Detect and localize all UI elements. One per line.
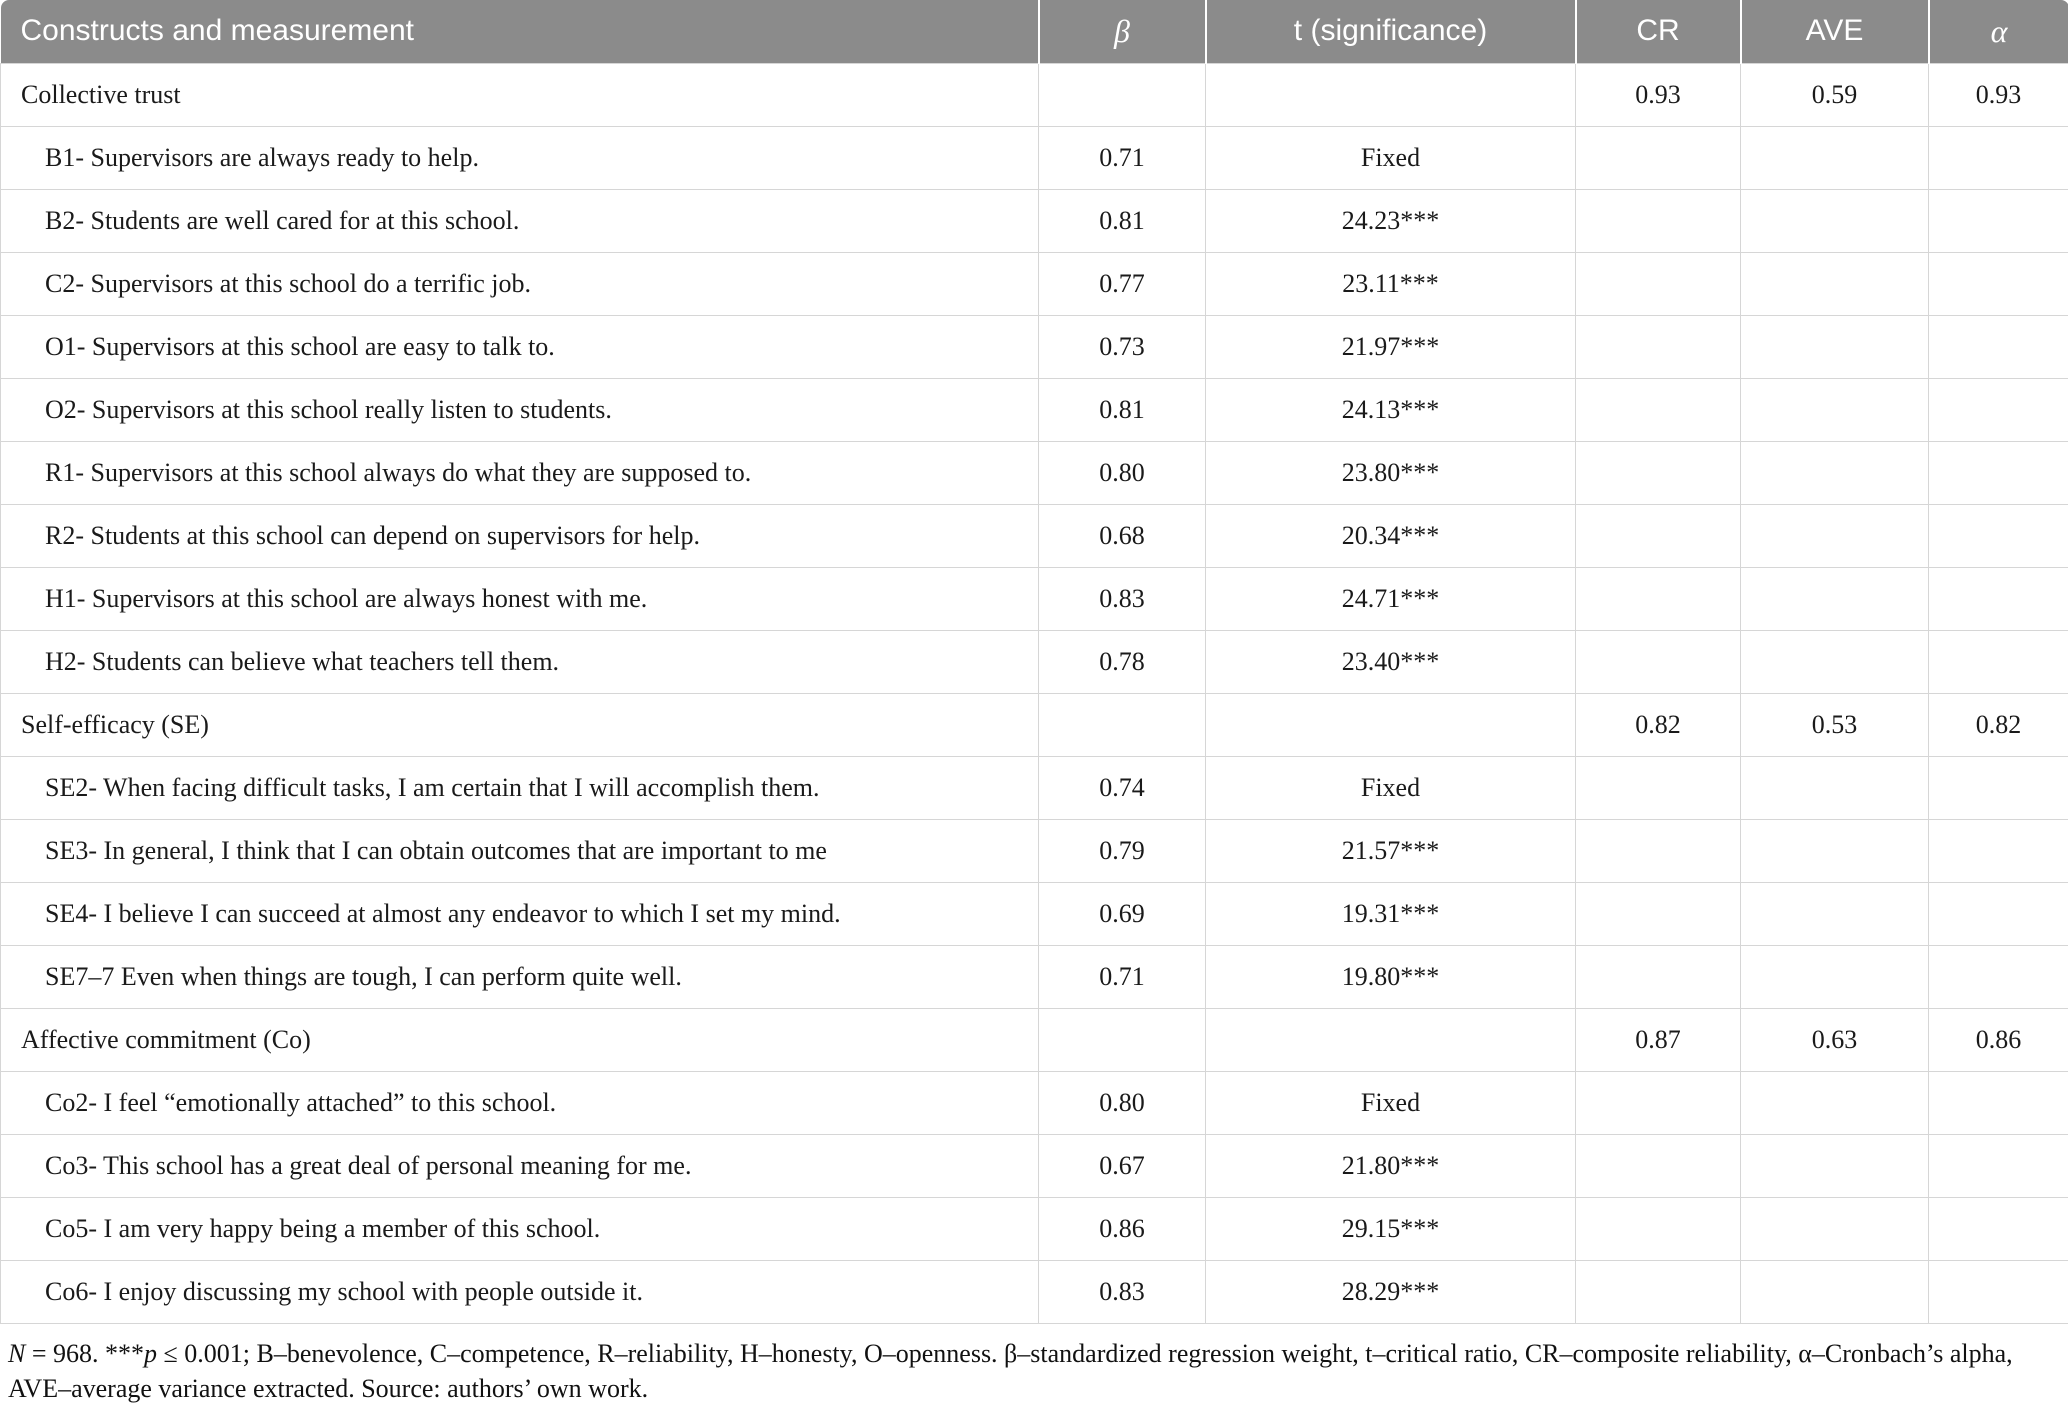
construct-row xyxy=(1,1008,2068,1071)
alpha-value xyxy=(1929,126,2068,189)
ave-value xyxy=(1741,189,1929,252)
row-label: H1- Supervisors at this school are always honest with me. xyxy=(1,567,1039,630)
t-value: 24.71*** xyxy=(1206,567,1576,630)
t-value xyxy=(1206,1008,1576,1071)
alpha-value xyxy=(1929,567,2068,630)
alpha-value xyxy=(1929,378,2068,441)
footnote xyxy=(0,1324,2060,1407)
alpha-value xyxy=(1929,1260,2068,1323)
beta-value xyxy=(1039,693,1206,756)
ave-value: 0.53 xyxy=(1741,693,1929,756)
cr-value xyxy=(1576,1071,1741,1134)
cr-value xyxy=(1576,1260,1741,1323)
item-row xyxy=(1,1260,2068,1323)
row-label: Co5- I am very happy being a member of this school. xyxy=(1,1197,1039,1260)
row-label: B1- Supervisors are always ready to help. xyxy=(1,126,1039,189)
row-label: B2- Students are well cared for at this school. xyxy=(1,189,1039,252)
alpha-value: 0.86 xyxy=(1929,1008,2068,1071)
ave-value xyxy=(1741,441,1929,504)
row-label: Co6- I enjoy discussing my school with people outside it. xyxy=(1,1260,1039,1323)
alpha-value xyxy=(1929,945,2068,1008)
beta-value: 0.78 xyxy=(1039,630,1206,693)
row-label: SE7–7 Even when things are tough, I can perform quite well. xyxy=(1,945,1039,1008)
item-row xyxy=(1,1197,2068,1260)
row-label: Collective trust xyxy=(1,63,1039,126)
cr-value xyxy=(1576,630,1741,693)
alpha-value xyxy=(1929,315,2068,378)
beta-value: 0.73 xyxy=(1039,315,1206,378)
item-row xyxy=(1,819,2068,882)
footnote-italic-segment: p xyxy=(144,1339,157,1368)
t-value xyxy=(1206,63,1576,126)
alpha-value xyxy=(1929,630,2068,693)
cr-value: 0.93 xyxy=(1576,63,1741,126)
cr-value: 0.82 xyxy=(1576,693,1741,756)
beta-value: 0.83 xyxy=(1039,1260,1206,1323)
row-label: SE2- When facing difficult tasks, I am certain that I will accomplish them. xyxy=(1,756,1039,819)
item-row xyxy=(1,378,2068,441)
t-value: 23.40*** xyxy=(1206,630,1576,693)
cr-value xyxy=(1576,819,1741,882)
cr-value xyxy=(1576,189,1741,252)
item-row xyxy=(1,189,2068,252)
cr-value: 0.87 xyxy=(1576,1008,1741,1071)
table-header-row xyxy=(1,0,2068,63)
cr-value xyxy=(1576,126,1741,189)
ave-value xyxy=(1741,378,1929,441)
construct-row xyxy=(1,693,2068,756)
ave-value xyxy=(1741,252,1929,315)
ave-value xyxy=(1741,1071,1929,1134)
cr-value xyxy=(1576,315,1741,378)
t-value: 20.34*** xyxy=(1206,504,1576,567)
footnote-italic-segment: N xyxy=(8,1339,25,1368)
t-value: 19.80*** xyxy=(1206,945,1576,1008)
beta-value xyxy=(1039,63,1206,126)
item-row xyxy=(1,882,2068,945)
item-row xyxy=(1,630,2068,693)
t-value: 21.97*** xyxy=(1206,315,1576,378)
t-value: Fixed xyxy=(1206,126,1576,189)
alpha-value xyxy=(1929,1071,2068,1134)
footnote-segment: = 968. *** xyxy=(25,1339,144,1368)
footnote-segment: ≤ 0.001; B–benevolence, C–competence, R–reliability, H–honesty, O–openness. β–standardized regression weight, t–critical ratio, CR–composite reliability, α–Cronbach’s alpha, AVE–average variance extracted. Source: authors’ own work. xyxy=(8,1339,2013,1404)
beta-value: 0.80 xyxy=(1039,441,1206,504)
column-header-construct: Constructs and measurement xyxy=(1,0,1039,63)
beta-value: 0.69 xyxy=(1039,882,1206,945)
row-label: H2- Students can believe what teachers tell them. xyxy=(1,630,1039,693)
row-label: Affective commitment (Co) xyxy=(1,1008,1039,1071)
beta-value: 0.81 xyxy=(1039,189,1206,252)
beta-value: 0.80 xyxy=(1039,1071,1206,1134)
item-row xyxy=(1,1134,2068,1197)
cr-value xyxy=(1576,252,1741,315)
cr-value xyxy=(1576,945,1741,1008)
alpha-value xyxy=(1929,1197,2068,1260)
beta-value: 0.71 xyxy=(1039,126,1206,189)
ave-value xyxy=(1741,1134,1929,1197)
beta-value: 0.74 xyxy=(1039,756,1206,819)
cr-value xyxy=(1576,756,1741,819)
alpha-value xyxy=(1929,882,2068,945)
ave-value xyxy=(1741,315,1929,378)
column-header-ave: AVE xyxy=(1741,0,1929,63)
item-row xyxy=(1,504,2068,567)
table-body xyxy=(1,63,2068,1323)
t-value: Fixed xyxy=(1206,1071,1576,1134)
row-label: Co3- This school has a great deal of personal meaning for me. xyxy=(1,1134,1039,1197)
row-label: R1- Supervisors at this school always do what they are supposed to. xyxy=(1,441,1039,504)
t-value: 28.29*** xyxy=(1206,1260,1576,1323)
beta-value xyxy=(1039,1008,1206,1071)
ave-value xyxy=(1741,1260,1929,1323)
row-label: O2- Supervisors at this school really listen to students. xyxy=(1,378,1039,441)
row-label: Co2- I feel “emotionally attached” to this school. xyxy=(1,1071,1039,1134)
column-header-cr: CR xyxy=(1576,0,1741,63)
column-header-t: t (significance) xyxy=(1206,0,1576,63)
ave-value xyxy=(1741,567,1929,630)
t-value: 29.15*** xyxy=(1206,1197,1576,1260)
alpha-value: 0.82 xyxy=(1929,693,2068,756)
alpha-value xyxy=(1929,819,2068,882)
ave-value xyxy=(1741,756,1929,819)
ave-value: 0.59 xyxy=(1741,63,1929,126)
t-value: 23.11*** xyxy=(1206,252,1576,315)
beta-value: 0.71 xyxy=(1039,945,1206,1008)
item-row xyxy=(1,945,2068,1008)
cr-value xyxy=(1576,504,1741,567)
beta-value: 0.81 xyxy=(1039,378,1206,441)
alpha-value xyxy=(1929,504,2068,567)
item-row xyxy=(1,567,2068,630)
ave-value xyxy=(1741,882,1929,945)
item-row xyxy=(1,441,2068,504)
t-value: 21.80*** xyxy=(1206,1134,1576,1197)
ave-value xyxy=(1741,630,1929,693)
row-label: C2- Supervisors at this school do a terrific job. xyxy=(1,252,1039,315)
ave-value xyxy=(1741,1197,1929,1260)
row-label: SE4- I believe I can succeed at almost any endeavor to which I set my mind. xyxy=(1,882,1039,945)
cr-value xyxy=(1576,567,1741,630)
cr-value xyxy=(1576,1134,1741,1197)
alpha-value: 0.93 xyxy=(1929,63,2068,126)
item-row xyxy=(1,756,2068,819)
beta-value: 0.83 xyxy=(1039,567,1206,630)
beta-value: 0.68 xyxy=(1039,504,1206,567)
construct-row xyxy=(1,63,2068,126)
item-row xyxy=(1,252,2068,315)
t-value: 23.80*** xyxy=(1206,441,1576,504)
ave-value xyxy=(1741,819,1929,882)
beta-value: 0.86 xyxy=(1039,1197,1206,1260)
ave-value: 0.63 xyxy=(1741,1008,1929,1071)
cr-value xyxy=(1576,378,1741,441)
row-label: O1- Supervisors at this school are easy to talk to. xyxy=(1,315,1039,378)
alpha-value xyxy=(1929,189,2068,252)
row-label: Self-efficacy (SE) xyxy=(1,693,1039,756)
t-value: 19.31*** xyxy=(1206,882,1576,945)
alpha-value xyxy=(1929,1134,2068,1197)
beta-value: 0.77 xyxy=(1039,252,1206,315)
alpha-value xyxy=(1929,252,2068,315)
item-row xyxy=(1,1071,2068,1134)
t-value: 24.13*** xyxy=(1206,378,1576,441)
cr-value xyxy=(1576,882,1741,945)
beta-value: 0.67 xyxy=(1039,1134,1206,1197)
item-row xyxy=(1,315,2068,378)
alpha-value xyxy=(1929,756,2068,819)
row-label: SE3- In general, I think that I can obtain outcomes that are important to me xyxy=(1,819,1039,882)
ave-value xyxy=(1741,126,1929,189)
column-header-alpha: α xyxy=(1929,0,2068,63)
item-row xyxy=(1,126,2068,189)
cr-value xyxy=(1576,1197,1741,1260)
t-value: 21.57*** xyxy=(1206,819,1576,882)
alpha-value xyxy=(1929,441,2068,504)
t-value: Fixed xyxy=(1206,756,1576,819)
ave-value xyxy=(1741,504,1929,567)
t-value: 24.23*** xyxy=(1206,189,1576,252)
ave-value xyxy=(1741,945,1929,1008)
t-value xyxy=(1206,693,1576,756)
cr-value xyxy=(1576,441,1741,504)
row-label: R2- Students at this school can depend on supervisors for help. xyxy=(1,504,1039,567)
beta-value: 0.79 xyxy=(1039,819,1206,882)
column-header-beta: β xyxy=(1039,0,1206,63)
